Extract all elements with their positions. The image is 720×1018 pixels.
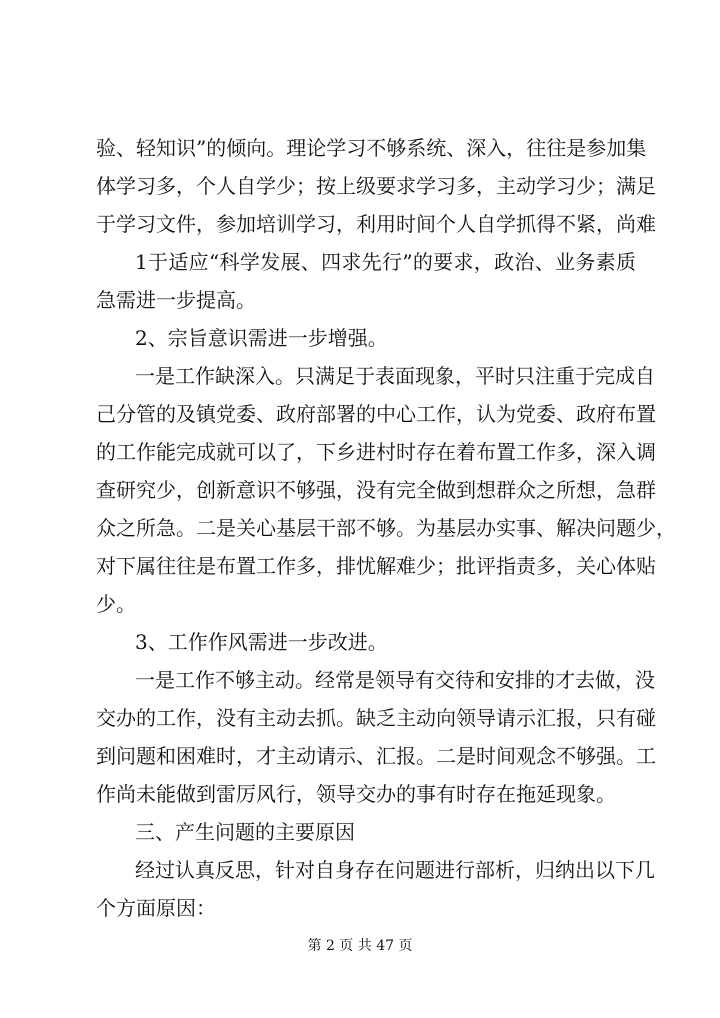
section-heading: 2、宗旨意识需进一步增强。 — [135, 326, 388, 350]
section-heading: 三、产生问题的主要原因 — [135, 820, 355, 844]
text-line: 交办的工作，没有主动去抓。缺乏主动向领导请示汇报，只有碰 — [96, 706, 656, 730]
section-heading: 3、工作作风需进一步改进。 — [135, 630, 388, 654]
text-line: 到问题和困难时，才主动请示、汇报。二是时间观念不够强。工 — [96, 744, 656, 768]
text-line: 经过认真反思，针对自身存在问题进行部析，归纳出以下几 — [135, 858, 655, 882]
text-line: 少。 — [96, 592, 136, 616]
text-line: 体学习多，个人自学少；按上级要求学习多，主动学习少；满足 — [96, 174, 656, 198]
text-line: 的工作能完成就可以了，下乡进村时存在着布置工作多，深入调 — [96, 440, 656, 464]
text-line: 验、轻知识”的倾向。理论学习不够系统、深入，往往是参加集 — [96, 136, 647, 160]
text-line: 对下属往往是布置工作多，排忧解难少；批评指责多，关心体贴 — [96, 554, 656, 578]
text-line: 众之所急。二是关心基层干部不够。为基层办实事、解决问题少， — [96, 516, 676, 540]
text-line: 一是工作缺深入。只满足于表面现象，平时只注重于完成自 — [135, 364, 655, 388]
text-line: 己分管的及镇党委、政府部署的中心工作，认为党委、政府布置 — [96, 402, 656, 426]
text-line: 查研究少，创新意识不够强，没有完全做到想群众之所想，急群 — [96, 478, 656, 502]
text-line: 作尚未能做到雷厉风行，领导交办的事有时存在拖延现象。 — [96, 782, 616, 806]
text-line: 1于适应“科学发展、四求先行”的要求，政治、业务素质 — [135, 250, 636, 274]
text-line: 急需进一步提高。 — [96, 288, 256, 312]
text-line: 一是工作不够主动。经常是领导有交待和安排的才去做，没 — [135, 668, 655, 692]
text-line: 个方面原因： — [96, 896, 216, 920]
text-line: 于学习文件，参加培训学习，利用时间个人自学抓得不紧，尚难 — [96, 212, 656, 236]
page-number-footer: 第 2 页 共 47 页 — [307, 938, 413, 954]
